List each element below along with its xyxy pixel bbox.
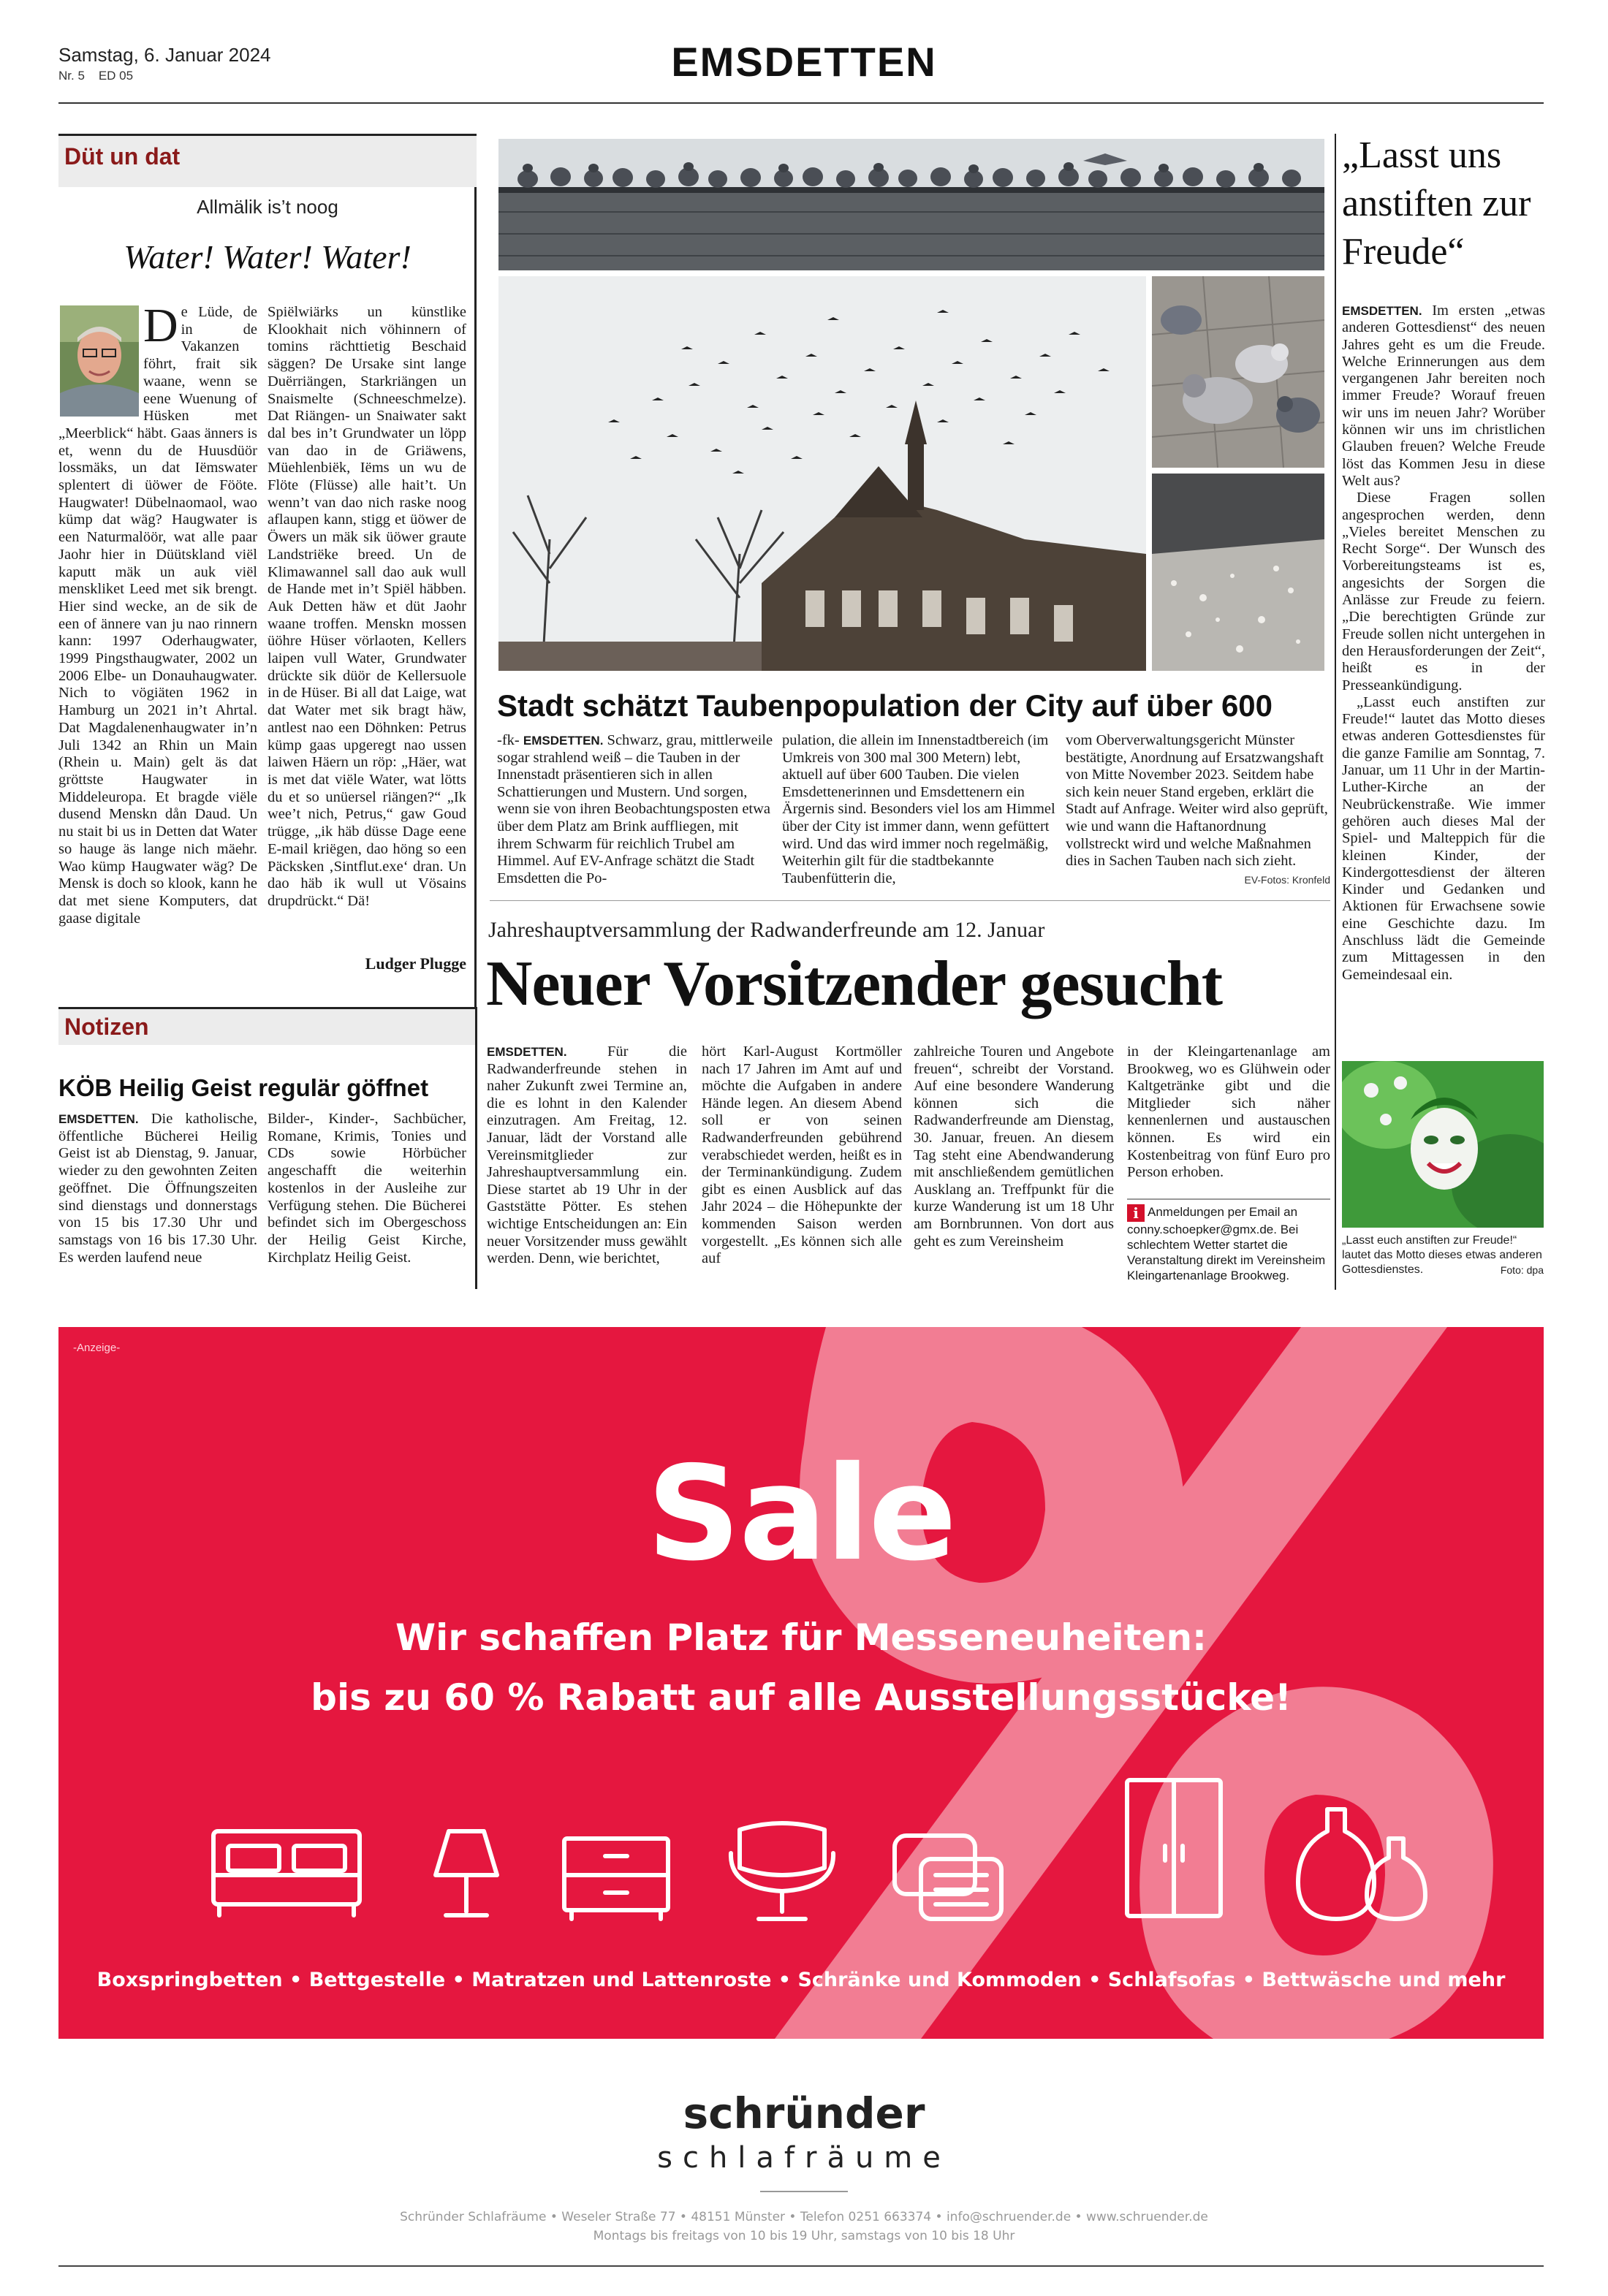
rad-info-box: [1127, 1198, 1330, 1283]
clown-photo: [1342, 1061, 1544, 1228]
tauben-column-2: pulation, die allein im Innenstadtbereich (im Umkreis von 300 mal 300 Metern) lebt, aktuell auf über 600 Tauben. Die vielen Emsdettenerinnen und Emsdettenern ein Ärgernis sind. Besonders viel los am Himmel über der City ist immer dann, wenn gefüttert wird. Und das wird immer noch regelmäßig, Weiterhin gilt für die stadtbekannte Taubenfütterin die,: [782, 732, 1055, 886]
right-column-rule: [1335, 134, 1336, 1290]
anstiften-paragraph-1: [1342, 303, 1545, 490]
dresser-icon: [564, 1839, 668, 1919]
furniture-icons: [58, 1765, 1544, 1934]
bed-icon: [213, 1831, 360, 1915]
pigeons-ground-photo: [1152, 276, 1324, 468]
armchair-icon: [731, 1823, 833, 1919]
duet-headline: Water! Water! Water!: [124, 238, 412, 275]
pigeons-roof-photo: [498, 139, 1324, 270]
notizen-rubric: Notizen: [64, 1014, 149, 1040]
rad-dateline: EMSDETTEN.: [487, 1045, 567, 1059]
rad-info-text: Anmeldungen per Email an conny.schoepker@gmx.de. Bei schlechtem Wetter startet die Veranstaltung direkt im Vereinsheim Kleingartenanlage Brookweg.: [1127, 1205, 1326, 1282]
brand-logo[interactable]: schründer: [683, 2088, 925, 2138]
clown-caption: [1342, 1233, 1544, 1277]
duet-author: Ludger Plugge: [365, 954, 466, 973]
koeb-headline: KÖB Heilig Geist regulär göffnet: [58, 1074, 429, 1101]
tauben-column-3: vom Oberverwaltungsgericht Münster bestätigte, Anordnung auf Ersatzwangshaft von Mitte November 2023. Seitdem habe sich kein neuer Stand ergeben, erklärt die Stadt auf Anfrage. Weiter wird also geprüft, wie und wann die Haftanordnung vollstreckt wird und welche Maßnahmen dies in Sachen Tauben nach sich zieht.: [1066, 732, 1328, 870]
anstiften-paragraph-2: Diese Fragen sollen angesprochen werden, denn „Vieles bereitet Menschen zu Recht Sorge“. Der Wunsch des Vorbereitungsteams ist es, angesichts der Sorgen die Anlässe zur Freude zu feiern. „Die berechtigten Gründe zur Freude sollen nicht untergehen in den Herausforderungen der Zeit“, heißt es in der Presseankündigung.: [1342, 490, 1545, 693]
duet-rubric: Düt un dat: [64, 143, 181, 170]
pigeon-droppings-photo: [1152, 474, 1324, 671]
brand-rule: [760, 2191, 848, 2192]
duet-text-1: e Lüde, de in de Vakanzen föhrt, frait sik waane, wenn se eene Wuenung of Hüsken met „Meerblick“ häbt. Gaas änners is et, wenn du de Huusdüör lossmäks, un dat Iëmswater splentert di üöwer de Fööte. Haugwater! Dübelnaomaol, wao kümp dat wäg? Haugwater is een Naturmalöör, wat alle paar Jaohr hier in Düütskland viël kaputt mäk un auk viël menskliket Leed met sik brengt. Hier sind wecke, an de sik de een of ännere van ju nao rinnern kann: 1997 Oderhaugwater, 1999 Pingsthaugwater, 2002 un 2006 Elbe- un Donauhaugwater. Nich to vögiäten 1962 in Hamburg un 2021 in’t Ahrtal. Dat Magdalenenhaugwater in’n Juli 1342 an Rhin un Main (Rhein u. Main) gelt äs dat gröttste Haugwater in Middeleuropa. Et bragde viële dusend Menskn dån Daud. Un nu stait bi us in Detten dat Water so hauge äs lange nich mäehr. Wao kümp Haugwater wäg? De Mensk is doch so klook, kann he dat met siene Komputers, dat gaase digitale: [58, 304, 257, 927]
sale-advertisement[interactable]: [58, 1327, 1544, 2039]
tauben-text-1: Schwarz, grau, mittlerweile sogar strahlend weiß – die Tauben in der Innenstadt präsentieren sich in allen Schattierungen und Mustern. Und sorgen, wenn sie von ihren Beobachtungsposten etwa über dem Platz am Brink auffliegen, mit ihrem Schwarm für reichlich Trubel am Himmel. Auf EV-Anfrage schätzt die Stadt Emsdetten die Po-: [497, 732, 773, 886]
tauben-dateline: EMSDETTEN.: [523, 734, 604, 748]
anstiften-dateline: EMSDETTEN.: [1342, 304, 1422, 318]
pillows-icon: [895, 1836, 1001, 1919]
issue-nr: Nr. 5: [58, 69, 85, 83]
issue-edition: ED 05: [98, 69, 134, 83]
rad-column-3: zahlreiche Touren und Angebote freuen“, schreibt der Vorstand. Auf eine besondere Wanderung können sich die Radwanderfreunde am Dienstag, 30. Januar, freuen. An diesem Tag steht eine Abendwanderung mit anschließendem gemütlichen Ausklang an. Treffpunkt für die kurze Wanderung ist um 18 Uhr am Bornbrunnen. Von dort aus geht es zum Vereinsheim: [914, 1044, 1114, 1250]
page-bottom-rule: [58, 2265, 1544, 2267]
ad-headline: Sale: [646, 1438, 956, 1589]
photo-credit: EV-Fotos: Kronfeld: [1244, 874, 1330, 886]
koeb-column-2: Bilder-, Kinder-, Sachbücher, Romane, Krimis, Tonies und CDs sowie Hörbücher angeschafft die weiterhin kostenlos in der Ausleihe zur Verfügung stehen. Die Bücherei befindet sich im Obergeschoss der Heilig Geist Kirche, Kirchplatz Heilig Geist.: [268, 1111, 466, 1266]
ad-subline-1: Wir schaffen Platz für Messeneuheiten:: [395, 1616, 1207, 1659]
ad-subline-2: bis zu 60 % Rabatt auf alle Ausstellungsstücke!: [311, 1676, 1292, 1719]
tauben-headline: Stadt schätzt Taubenpopulation der City auf über 600: [497, 688, 1273, 723]
vases-icon: [1298, 1809, 1425, 1919]
koeb-column-1: [58, 1111, 257, 1266]
brand-hours: Montags bis freitags von 10 bis 19 Uhr, samstags von 10 bis 18 Uhr: [593, 2229, 1015, 2243]
portrait-space: [58, 304, 143, 415]
notizen-rubric-bar: [58, 1007, 477, 1045]
anstiften-body: [1342, 303, 1545, 984]
notizen-rule: [475, 1007, 477, 1289]
koeb-text-1: Die katholische, öffentliche Bücherei Heilig Geist ist ab Dienstag, 9. Januar, wieder zu den gewohnten Zeiten geöffnet. Die Öffnungszeiten sind dienstags und donnerstags von 15 bis 17.30 Uhr und samstags von 16 bis 17.30 Uhr. Es werden laufend neue: [58, 1111, 257, 1266]
anstiften-headline: „Lasst uns anstiften zur Freude“: [1342, 134, 1531, 273]
duet-column-1: [58, 299, 257, 927]
tauben-byline: -fk-: [497, 732, 520, 748]
lamp-icon: [436, 1831, 497, 1915]
rad-column-2: hört Karl-August Kortmöller nach 17 Jahren im Amt auf und möchte die Aufgaben in andere Hände legen. An diesem Abend soll er von seinen Radwanderfreunden gebührend verabschiedet werden, heißt es in der Terminankündigung. Zudem gibt es einen Ausblick auf das Jahr 2024 – die Höhepunkte der kommenden Saison werden vorgestellt. „Es können sich alle auf: [702, 1044, 902, 1267]
koeb-dateline: EMSDETTEN.: [58, 1112, 139, 1126]
tauben-column-1: [497, 732, 775, 887]
rad-column-4: in der Kleingartenanlage am Brookweg, wo es Glühwein oder Kaltgetränke gibt und die Mitglieder sich näher kennenlernen und austauschen können. Es wird ein Kostenbeitrag von fünf Euro pro Person erhoben.: [1127, 1044, 1330, 1181]
ad-categories: Boxspringbetten • Bettgestelle • Matratzen und Lattenroste • Schränke und Kommoden • Schlafsofas • Bettwäsche und mehr: [96, 1969, 1506, 1991]
duet-column-2: Spiëlwiärks un künstlike Klookhait nich vöhinnern of tomins rächttietig Beschaid säggen? De Ursake sint lange Duërriängen, Starkriängen un Snaismelte (Schneeschmelze). Dat Riängen- un Snaiwater sakt dal bes in’t Grundwater un löpp van dao in de Griäwens, Müehlenbiëk, Iëms un wu de Flöte (Flüsse) alle hait’t. Un wenn’t van dao nich raske noog aflaupen kann, stigg et üöwer de Öwers un mäk sik üöwer graute Landstriëke breed. Un de Klimawannel sall dao auk wull de Hande met in’t Spiël häbben. Auk Detten häw et düt Jaohr waane troffen. Menskn mossen üöhre Hüser vörlaoten, Kellers laipen vull Water, Grundwater drückte sik düör de Kellersuole in de Hüser. Bi all dat Laige, wat dat Water met sik bragt häw, antlest nao een Döhnken: Petrus kümp gaas upgeregt nao ussen laiwen Häern un röp: „Häer, wat is met dat viële Water, wat lötts du et so unüersel riängen?“ „Ik wee’t nich, Petrus,“ gaw Goud trügge, „ik häb düsse Dage eene E-mail kriëgen, dao höng so een Päcksken ‚Sintflut.exe‘ dran. Un dao häb ik wull ut Vösains drupdrückt.“ Dä!: [268, 304, 466, 909]
bird-swarm-photo: [498, 276, 1146, 671]
anstiften-paragraph-3: „Lasst euch anstiften zur Freude!“ lautet das Motto dieses etwas anderen Gottesdienstes für die ganze Familie am Sonntag, 7. Januar, um 11 Uhr in der Martin-Luther-Kirche an der Neubrückenstraße. Wie immer gehören auch dieses Mal der Spiel- und Malteppich für die kleinen Kinder, der Kindergottesdienst der älteren Kinder und Gedanken und Aktionen für Erwachsene sowie eine Geschichte dazu. Im Anschluss lädt die Gemeinde zum Mittagessen in den Gemeindesaal ein.: [1342, 693, 1545, 983]
clown-caption-text: „Lasst euch anstiften zur Freude!“ lautet das Motto dieses etwas anderen Gottesdienstes.: [1342, 1234, 1542, 1276]
rad-headline: Neuer Vorsitzender gesucht: [486, 949, 1223, 1019]
brand-address: Schründer Schlafräume • Weseler Straße 77 • 48151 Münster • Telefon 0251 663374 • info@schruender.de • www.schruender.de: [400, 2210, 1208, 2224]
issue-date: Samstag, 6. Januar 2024: [58, 44, 271, 66]
header-rule: [58, 102, 1544, 104]
duet-kicker: Allmälik is’t noog: [197, 196, 338, 218]
wardrobe-icon: [1127, 1780, 1221, 1916]
rad-column-1: [487, 1044, 687, 1268]
clown-credit: Foto: dpa: [1500, 1264, 1544, 1276]
ad-label: -Anzeige-: [73, 1342, 121, 1354]
info-icon: i: [1127, 1204, 1145, 1222]
anstiften-text-1: Im ersten „etwas anderen Gottesdienst“ des neuen Jahres geht es um die Freude. Welche Erinnerungen aus dem vergangenen Jahr bereiten noch immer Freude? Worauf freuen wir uns im neuen Jahr? Worüber können wir uns im christlichen Glauben freuen? Welche Freude löst das Kommen Jesu in diese Welt aus?: [1342, 303, 1546, 489]
rad-kicker: Jahreshauptversammlung der Radwanderfreunde am 12. Januar: [488, 918, 1045, 942]
article-divider: [490, 900, 1330, 901]
section-title: EMSDETTEN: [671, 39, 937, 85]
rad-text-1: Für die Radwanderfreunde stehen in naher Zukunft zwei Termine an, die es lohnt in den Kalender einzutragen. Am Freitag, 12. Januar, lädt der Vorstand alle Vereinsmitglieder zur Jahreshauptversammlung ein. Diese startet ab 19 Uhr in der Gaststätte Pötter. Es stehen wichtige Entscheidungen an: Ein neuer Vorsitzender muss gewählt werden. Denn, wie berichtet,: [487, 1044, 687, 1267]
brand-subtitle: schlafräume: [657, 2141, 951, 2175]
duet-rubric-bar: [58, 136, 477, 187]
dropcap: D: [143, 299, 178, 352]
